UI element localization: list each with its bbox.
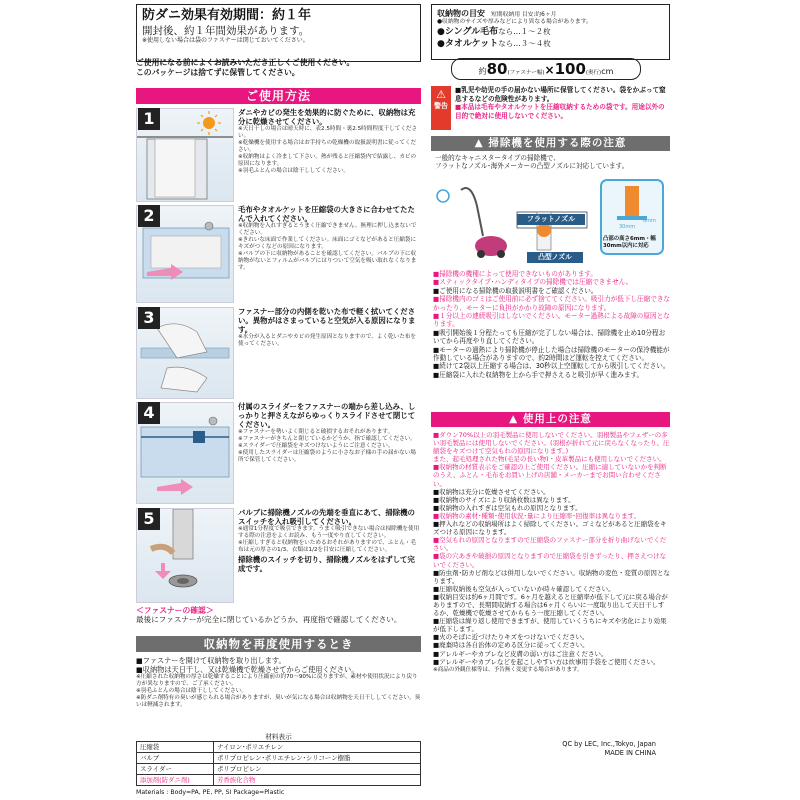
convex-nozzle-label: 凸型ノズル — [527, 252, 583, 263]
warning-label-block — [431, 86, 451, 130]
step-4 — [136, 402, 421, 506]
step-4-text — [238, 402, 421, 464]
step-5-main: バルブに掃除機ノズルの先端を垂直にあて、掃除機のスイッチを入れ吸引してください。 — [238, 508, 415, 526]
caution-note: ■圧縮収納後も空気が入っていないか時々確認してください。 — [433, 584, 615, 593]
step-5-note: ※通常1分程度で吸引できます。うまく吸引できない場合は掃除機を使用する際の注意をよくお読み、もう一度やり直してください。 — [238, 526, 420, 539]
fastener-check-text: 最後にファスナーが完全に閉じているかどうか、再度指で確認してください。 — [136, 615, 402, 624]
size-box — [451, 58, 641, 80]
capacity-item-2-qty: なら…３～４枚 — [498, 39, 551, 48]
spec-note: ※商品の外観仕様等は、予告無く変更する場合があります。 — [433, 666, 583, 673]
vacuum-note: ■１分以上の連続吸引はしないでください。モーター過熱による故障の原因となります。 — [433, 312, 670, 329]
caution-note: ■火のそばに近づけたりキズをつけないでください。 — [433, 633, 589, 642]
step-3-text — [238, 307, 421, 348]
step-4-note: ※使用したスライダーは圧縮袋のように小さなお子様の手の届かない場所で保管してください。 — [238, 450, 416, 463]
caution-note-text: 収納物は充分に乾燥させてください。 — [439, 487, 550, 496]
origin-line: MADE IN CHINA — [604, 749, 656, 757]
caution-note: ■アレルギーやカブレなどを起こしやすい方は炊事用手袋をご使用ください。 — [433, 657, 660, 666]
caution-note-text: 収納物のサイズにより収納枚数は異なります。 — [439, 495, 575, 504]
material-name: スライダー — [137, 764, 214, 775]
caution-note: ■収納物は充分に乾燥させてください。 — [433, 487, 550, 496]
width-dimension: 30mm — [619, 224, 636, 230]
materials-row — [137, 764, 421, 775]
step-1-note: ※羽毛ふとんの場合は陰干ししてください。 — [238, 168, 349, 174]
step-5-text — [238, 508, 421, 573]
effect-period-title: 防ダニ効果有効期間：約１年 — [142, 8, 312, 23]
size-depth-label: (奥行) — [585, 70, 602, 76]
caution-note-text: アレルギーやカブレなどを起こしやすい方は炊事用手袋をご使用ください。 — [439, 657, 660, 666]
capacity-item-2-name: タオルケット — [444, 39, 499, 49]
fastener-check — [136, 606, 421, 624]
fastener-check-title: ＜ファスナーの確認＞ — [136, 606, 214, 615]
caution-note-text: 収納物の材質表示をご確認の上ご使用ください。圧縮に適していないかを判断のうえ、ふとん・毛布をお買い上げの店舗・メーカーまでお問い合わせください。 — [433, 463, 667, 488]
step-3-main: ファスナー部分の内側を乾いた布で軽く拭いてください。異物がはさまっていると空気が入る原因になります。 — [238, 307, 416, 334]
caution-note: ■防虫剤･防カビ剤などは併用しないでください。収納物の変色・変質の原因となります。 — [433, 568, 670, 585]
reuse-item: ■ファスナーを開けて収納物を取り出します。 — [136, 656, 286, 665]
vacuum-note-text: １分以上の連続吸引はしないでください。モーター過熱による故障の原因となります。 — [433, 312, 670, 329]
step-4-main: 付属のスライダーをファスナーの端から差し込み、しっかりと押さえながらゆっくりスライドさせて閉じてください。 — [238, 402, 416, 429]
effect-period-line: 開封後、約１年間効果があります。 — [142, 25, 310, 37]
caution-note: ■収納物の素材･種類･使用状況･量により圧縮率･回復率は異なります。 — [433, 511, 641, 520]
warning-line: ■本品は毛布やタオルケットを圧縮収納するための袋です。用途以外の目的で絶対に使用しないでください。 — [455, 103, 665, 120]
material-value: ポリプロピレン･ポリエチレン･シリコーン樹脂 — [214, 753, 421, 764]
material-value: ポリプロピレン — [214, 764, 421, 775]
capacity-item-1-qty: なら…１～２枚 — [498, 27, 551, 36]
vacuum-section-title: 掃除機を使用する際の注意 — [488, 137, 627, 149]
caution-note-text: 圧縮袋は繰り返し使用できますが、使用していくうちにキズや劣化により効果が低下します。 — [433, 617, 667, 634]
manufacturer-footer — [431, 740, 656, 758]
step-4-pink-note: ※ファスナーがきちんと閉じているかどうか、指で確認してください。 — [238, 436, 416, 442]
intro-text — [136, 58, 421, 78]
reuse-note: ※圧縮された収納物の厚さは乾燥することにより圧縮前の約70～90%に戻りますが、素材や使用状況により戻り方が異なりますので、ご了承ください。 — [136, 674, 418, 687]
caution-note: ■圧縮袋は繰り返し使用できますが、使用していくうちにキズや劣化により効果が低下します。 — [433, 617, 667, 634]
caution-note: ■アレルギーやカブレなど皮膚の弱い方はご注意ください。 — [433, 649, 608, 658]
materials-footer: Materials : Body=PA, PE, PP, SI Package=Plastic — [136, 789, 285, 796]
capacity-header — [437, 8, 664, 19]
material-name: 圧縮袋 — [137, 742, 214, 753]
vacuum-intro — [435, 154, 670, 171]
flat-nozzle-label: フラットノズル — [517, 214, 585, 225]
vacuum-note: ■モーターの過熱により掃除機が停止した場合は掃除機のモーターの保冷機能が作動している場合がありますので、約2時間ほど運転を控えてください。 — [433, 345, 670, 363]
warning-label: 警告 — [434, 102, 448, 110]
caution-note-text: 収納物の入れすぎは空気もれの原因となります。 — [439, 503, 582, 512]
reuse-note: ※防ダニ剤特有の臭いが感じられる場合がありますが、臭いが気になる場合は収納物を天日干ししてください。臭いは軽減されます。 — [136, 695, 421, 708]
caution-note: ■押入れなどの収納場所はよく掃除してください。ゴミなどがあると圧縮袋をキズつける原因になります。 — [433, 520, 667, 537]
size-prefix: 約 — [478, 67, 487, 76]
step-1-text — [238, 108, 421, 175]
warning-box — [431, 86, 670, 130]
size-depth: 100 — [554, 60, 586, 78]
intro-line-1: ご使用になる前によくお読みいただき正しくご使用ください。 — [136, 58, 355, 67]
size-unit: cm — [601, 67, 614, 76]
reuse-item-text: 収納物は天日干し、又は乾燥機で乾燥させてからご使用ください。 — [142, 665, 359, 674]
step-2 — [136, 205, 421, 305]
step-1-main: ダニやカビの発生を効果的に防ぐために、収納物は充分に乾燥させてください。 — [238, 108, 416, 126]
vacuum-note-text: 掃除機の機種によって使用できないものがあります。 — [439, 270, 597, 278]
step-5-note: ※圧縮しすぎると収納物をいためるおそれがありますので、ふとん・毛布は元の厚さの1/3、衣類は1/2を目安に圧縮してください。 — [238, 540, 416, 553]
step-3-number: 3 — [138, 307, 160, 329]
warning-triangle-icon: ▲ — [509, 413, 523, 425]
materials-title: 材料表示 — [265, 733, 292, 741]
vacuum-note-text: ご使用になる掃除機の取扱説明書をご確認ください。 — [439, 286, 598, 295]
warning-line: ■乳児や幼児の手の届かない場所に保管してください。袋をかぶって窒息するなどの危険性があります。 — [455, 86, 666, 103]
size-width-label: (ファスナー幅) — [507, 70, 545, 76]
vacuum-intro-line: 一般的なキャニスタータイプの掃除機で、 — [435, 154, 560, 162]
vacuum-note-text: 吸引開始後１分程たっても圧縮が完了しない場合は、掃除機を止め10分程おいてから再度やり直してください。 — [433, 328, 666, 346]
step-2-note: ※バルブの下に収納物があることを確認してください。バルブの下に収納物がないとフィルムがバルブにはりついて空気を吸い取れなくなります。 — [238, 251, 417, 271]
caution-note: ■空気もれの原因となりますので圧縮袋のファスナー部分を折り曲げないでください。 — [433, 536, 667, 553]
caution-note-text: 収納物の素材･種類･使用状況･量により圧縮率･回復率は異なります。 — [439, 511, 641, 520]
vacuum-note: ■スティックタイプ･ハンディタイプの掃除機では圧縮できません。 — [433, 278, 633, 287]
caution-note: ■袋の穴あきや破損の原因となりますので圧縮袋を引きずったり、押さえつけないでください。 — [433, 552, 667, 569]
step-1-note: ※天日干しの場合は晴天時に、表2.5時間・裏2.5時間程度干してください。 — [238, 126, 418, 139]
caution-note: ■廃棄時は各自治体の定める区分に従ってください。 — [433, 641, 589, 650]
step-2-text — [238, 205, 421, 272]
caution-note: ■収納物の入れすぎは空気もれの原因となります。 — [433, 503, 582, 512]
manufacturer-line: QC by LEC, Inc.,Tokyo, Japan — [562, 740, 656, 748]
caution-note: ■収納物の材質表示をご確認の上ご使用ください。圧縮に適していないかを判断のうえ、ふとん・毛布をお買い上げの店舗・メーカーまでお問い合わせください。 — [433, 463, 667, 488]
reuse-section-header: 収納物を再度使用するとき — [136, 636, 421, 652]
vacuum-note-text: 掃除機内のゴミはご使用前に必ず捨ててください。吸引力が低下し圧縮できなかったり、モーターに負担がかかり故障の原因になります。 — [433, 295, 671, 312]
vacuum-note-text: モーターの過熱により掃除機が停止した場合は掃除機のモーターの保冷機能が作動している場合がありますので、約2時間ほど運転を控えてください。 — [433, 345, 670, 363]
materials-row — [137, 775, 421, 786]
effect-period-box — [136, 4, 421, 62]
intro-line-2: このパッケージは捨てずに保管してください。 — [136, 68, 300, 77]
step-2-main: 毛布やタオルケットを圧縮袋の大きさに合わせてたたんで入れてください。 — [238, 205, 415, 223]
materials-table — [136, 733, 421, 798]
material-name: バルブ — [137, 753, 214, 764]
step-2-number: 2 — [138, 205, 160, 227]
caution-note: ■ダウン70%以上の羽毛製品に使用しないでください。羽根製品やフェザーの多い羽毛製品には使用しないでください。(羽根が折れて元に戻らなくなったり、圧縮袋をキズつけて空気もれの原因になります。) — [433, 431, 670, 456]
vacuum-note: ■掃除機内のゴミはご使用前に必ず捨ててください。吸引力が低下し圧縮できなかったり、モーターに負担がかかり故障の原因になります。 — [433, 295, 671, 312]
vacuum-note-text: スティックタイプ･ハンディタイプの掃除機では圧縮できません。 — [439, 278, 633, 287]
capacity-item-1: ●シングル毛布なら…１～２枚 — [437, 27, 551, 37]
step-4-number: 4 — [138, 402, 160, 424]
capacity-box — [431, 4, 670, 60]
materials-row — [137, 742, 421, 753]
step-1-note: ※収納物はよく冷まして下さい。熱が残ると圧縮袋内で結露し、カビの原因になります。 — [238, 154, 417, 167]
capacity-title: 収納物の目安 — [437, 9, 485, 18]
vacuum-notes — [433, 270, 670, 379]
caution-note-text: 押入れなどの収納場所はよく掃除してください。ゴミなどがあると圧縮袋をキズつける原因になります。 — [433, 520, 667, 537]
material-value: 芳香族化合物 — [214, 775, 421, 786]
reuse-item-text: ファスナーを開けて収納物を取り出します。 — [142, 656, 286, 665]
caution-note-extra: また、起毛処理された物(毛足の長い物)・皮革製品にも使用しないでください。 — [433, 455, 666, 464]
capacity-sub: 短期収納用 目安:約6ヶ月 — [491, 12, 557, 18]
vacuum-illustration — [431, 176, 670, 268]
materials-row — [137, 753, 421, 764]
caution-note-text: 廃棄時は各自治体の定める区分に従ってください。 — [439, 641, 589, 650]
capacity-item-2: ●タオルケットなら…３～４枚 — [437, 39, 551, 49]
reuse-item: ■収納物は天日干し、又は乾燥機で乾燥させてからご使用ください。 — [136, 665, 359, 674]
step-1 — [136, 108, 421, 203]
caution-note-text: 袋の穴あきや破損の原因となりますので圧縮袋を引きずったり、押さえつけないでください。 — [433, 552, 667, 569]
step-3 — [136, 307, 421, 400]
effect-period-note: ※使用しない場合は袋のファスナーは閉じておいてください。 — [142, 37, 309, 44]
usage-section-header: ご使用方法 — [136, 88, 421, 104]
step-5-number: 5 — [138, 508, 160, 530]
step-4-note: ※ファスナーを勢いよく閉じると破損するおそれがあります。 — [238, 429, 394, 435]
caution-note-text: 火のそばに近づけたりキズをつけないでください。 — [439, 633, 589, 642]
convex-caption: 凸部の高さ6mm・幅30mm以内に対応 — [603, 236, 656, 249]
step-2-pink-note: ※きれいな床面で作業してください。床面にゴミなどがあると圧縮袋にキズがつくなどの原因になります。 — [238, 237, 417, 250]
step-2-note: ※収納物を入れすぎるとうまく圧縮できません。無理に押し込まないでください。 — [238, 223, 417, 236]
caution-note-text: ダウン70%以上の羽毛製品に使用しないでください。羽根製品やフェザーの多い羽毛製品には使用しないでください。(羽根が折れて元に戻らなくなったり、圧縮袋をキズつけて空気もれの原因になります。) — [433, 431, 670, 456]
vacuum-note-text: 圧縮袋に入れた収納物を上から手で押さえると吸引が早く進みます。 — [439, 370, 644, 379]
material-value: ナイロン･ポリエチレン — [214, 742, 421, 753]
capacity-note: ●収納物のサイズや厚みなどにより異なる場合があります。 — [437, 19, 592, 25]
caution-note-text: 圧縮収納後も空気が入っていないか時々確認してください。 — [439, 584, 615, 593]
warning-triangle-icon: ▲ — [474, 137, 489, 149]
size-times: × — [544, 63, 555, 77]
step-5-main-2: 掃除機のスイッチを切り、掃除機ノズルをはずして完成です。 — [238, 555, 415, 573]
caution-note: ■収納目安は約6ヶ月間です。6ヶ月を越えると圧縮率が低下して元に戻る場合がありますので、長期間収納する場合は6ヶ月くらいに一度取り出して天日干しするか、乾燥機で乾燥させてからもう一度圧縮してください。 — [433, 592, 668, 618]
step-3-note: ※水分が入るとダニやカビの発生原因となりますので、よく乾いた布を使ってください。 — [238, 334, 416, 347]
caution-section-title: 使用上の注意 — [522, 413, 592, 425]
height-dimension: 6mm — [643, 218, 656, 224]
vacuum-note: ■圧縮袋に入れた収納物を上から手で押さえると吸引が早く進みます。 — [433, 370, 644, 379]
caution-note-text: 防虫剤･防カビ剤などは併用しないでください。収納物の変色・変質の原因となります。 — [433, 568, 670, 585]
material-name: 添加剤(防ダニ剤) — [137, 775, 214, 786]
step-1-note: ※乾燥機を使用する場合はお手持ちの乾燥機の取扱説明書に従ってください。 — [238, 140, 417, 153]
vacuum-note: ■掃除機の機種によって使用できないものがあります。 — [433, 270, 597, 278]
capacity-item-1-name: シングル毛布 — [444, 27, 499, 37]
vacuum-note: ■続けて2袋以上圧縮する場合は、30秒以上空運転してから吸引してください。 — [433, 362, 670, 371]
caution-note-text: 収納目安は約6ヶ月間です。6ヶ月を越えると圧縮率が低下して元に戻る場合がありますので、長期間収納する場合は6ヶ月くらいに一度取り出して天日干しするか、乾燥機で乾燥させてからもう一度圧縮してください。 — [433, 592, 668, 618]
vacuum-intro-line: フラットなノズル･海外メーカーの凸型ノズルに対応しています。 — [435, 162, 629, 171]
size-width: 80 — [486, 60, 508, 78]
warning-text — [455, 86, 670, 120]
step-5 — [136, 508, 421, 603]
caution-note: ■収納物のサイズにより収納枚数は異なります。 — [433, 495, 575, 504]
caution-notes — [433, 431, 670, 674]
step-1-number: 1 — [138, 108, 160, 130]
warning-triangle-icon: ⚠ — [436, 88, 446, 101]
vacuum-note: ■ご使用になる掃除機の取扱説明書をご確認ください。 — [433, 286, 598, 295]
vacuum-section-header — [431, 136, 670, 151]
reuse-section — [136, 656, 421, 709]
caution-section-header — [431, 412, 670, 427]
caution-note-text: 空気もれの原因となりますので圧縮袋のファスナー部分を折り曲げないでください。 — [433, 536, 667, 553]
vacuum-note-text: 続けて2袋以上圧縮する場合は、30秒以上空運転してから吸引してください。 — [439, 362, 670, 371]
vacuum-note: ■吸引開始後１分程たっても圧縮が完了しない場合は、掃除機を止め10分程おいてから再度やり直してください。 — [433, 328, 666, 346]
step-4-note: ※スライダーで圧縮袋をキズつけないようにご注意ください。 — [238, 443, 394, 449]
caution-note-text: アレルギーやカブレなど皮膚の弱い方はご注意ください。 — [439, 649, 608, 658]
reuse-note: ※羽毛ふとんの場合は陰干ししてください。 — [136, 688, 247, 694]
